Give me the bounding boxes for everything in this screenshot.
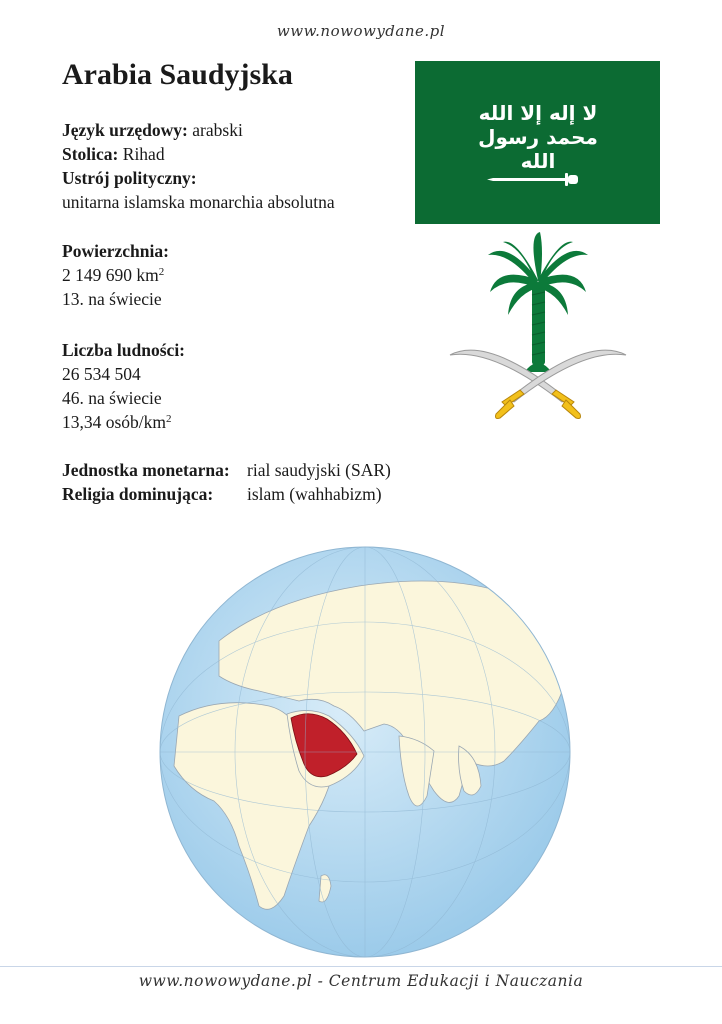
population-rank: 46. na świecie	[62, 388, 162, 408]
currency-label: Jednostka monetarna:	[62, 460, 230, 480]
currency-value: rial saudyjski (SAR)	[247, 460, 391, 480]
density-unit-sup: 2	[166, 413, 172, 425]
area-value: 2 149 690 km	[62, 265, 159, 285]
area-unit-sup: 2	[158, 266, 165, 278]
language-value: arabski	[192, 120, 243, 140]
page-title: Arabia Saudyjska	[62, 58, 293, 91]
area-facts	[62, 239, 169, 311]
density-value: 13,34 osób/km	[62, 412, 167, 432]
capital-label: Stolica:	[62, 144, 119, 164]
area-label: Powierzchnia:	[62, 241, 169, 261]
globe-map	[159, 546, 571, 958]
population-label: Liczba ludności:	[62, 340, 186, 360]
flag-sword-icon	[415, 61, 660, 224]
footer-text[interactable]: www.nowowydane.pl - Centrum Edukacji i Nauczania	[138, 972, 584, 990]
flag-of-saudi-arabia	[415, 61, 660, 224]
flag-shahada-script: لا إله إلا الله محمد رسول الله	[478, 101, 598, 173]
basic-facts	[62, 118, 335, 214]
religion-value: islam (wahhabizm)	[247, 484, 382, 504]
system-value: unitarna islamska monarchia absolutna	[62, 192, 335, 212]
header-url[interactable]: www.nowowydane.pl	[276, 22, 446, 40]
religion-label: Religia dominująca:	[62, 484, 214, 504]
system-label: Ustrój polityczny:	[62, 168, 197, 188]
palm-and-crossed-swords-icon	[448, 230, 628, 425]
language-label: Język urzędowy:	[62, 120, 188, 140]
population-value: 26 534 504	[62, 364, 141, 384]
footer-divider	[0, 966, 722, 967]
area-rank: 13. na świecie	[62, 289, 162, 309]
economy-facts	[62, 458, 391, 506]
population-facts	[62, 338, 185, 434]
capital-value: Rihad	[122, 144, 165, 164]
